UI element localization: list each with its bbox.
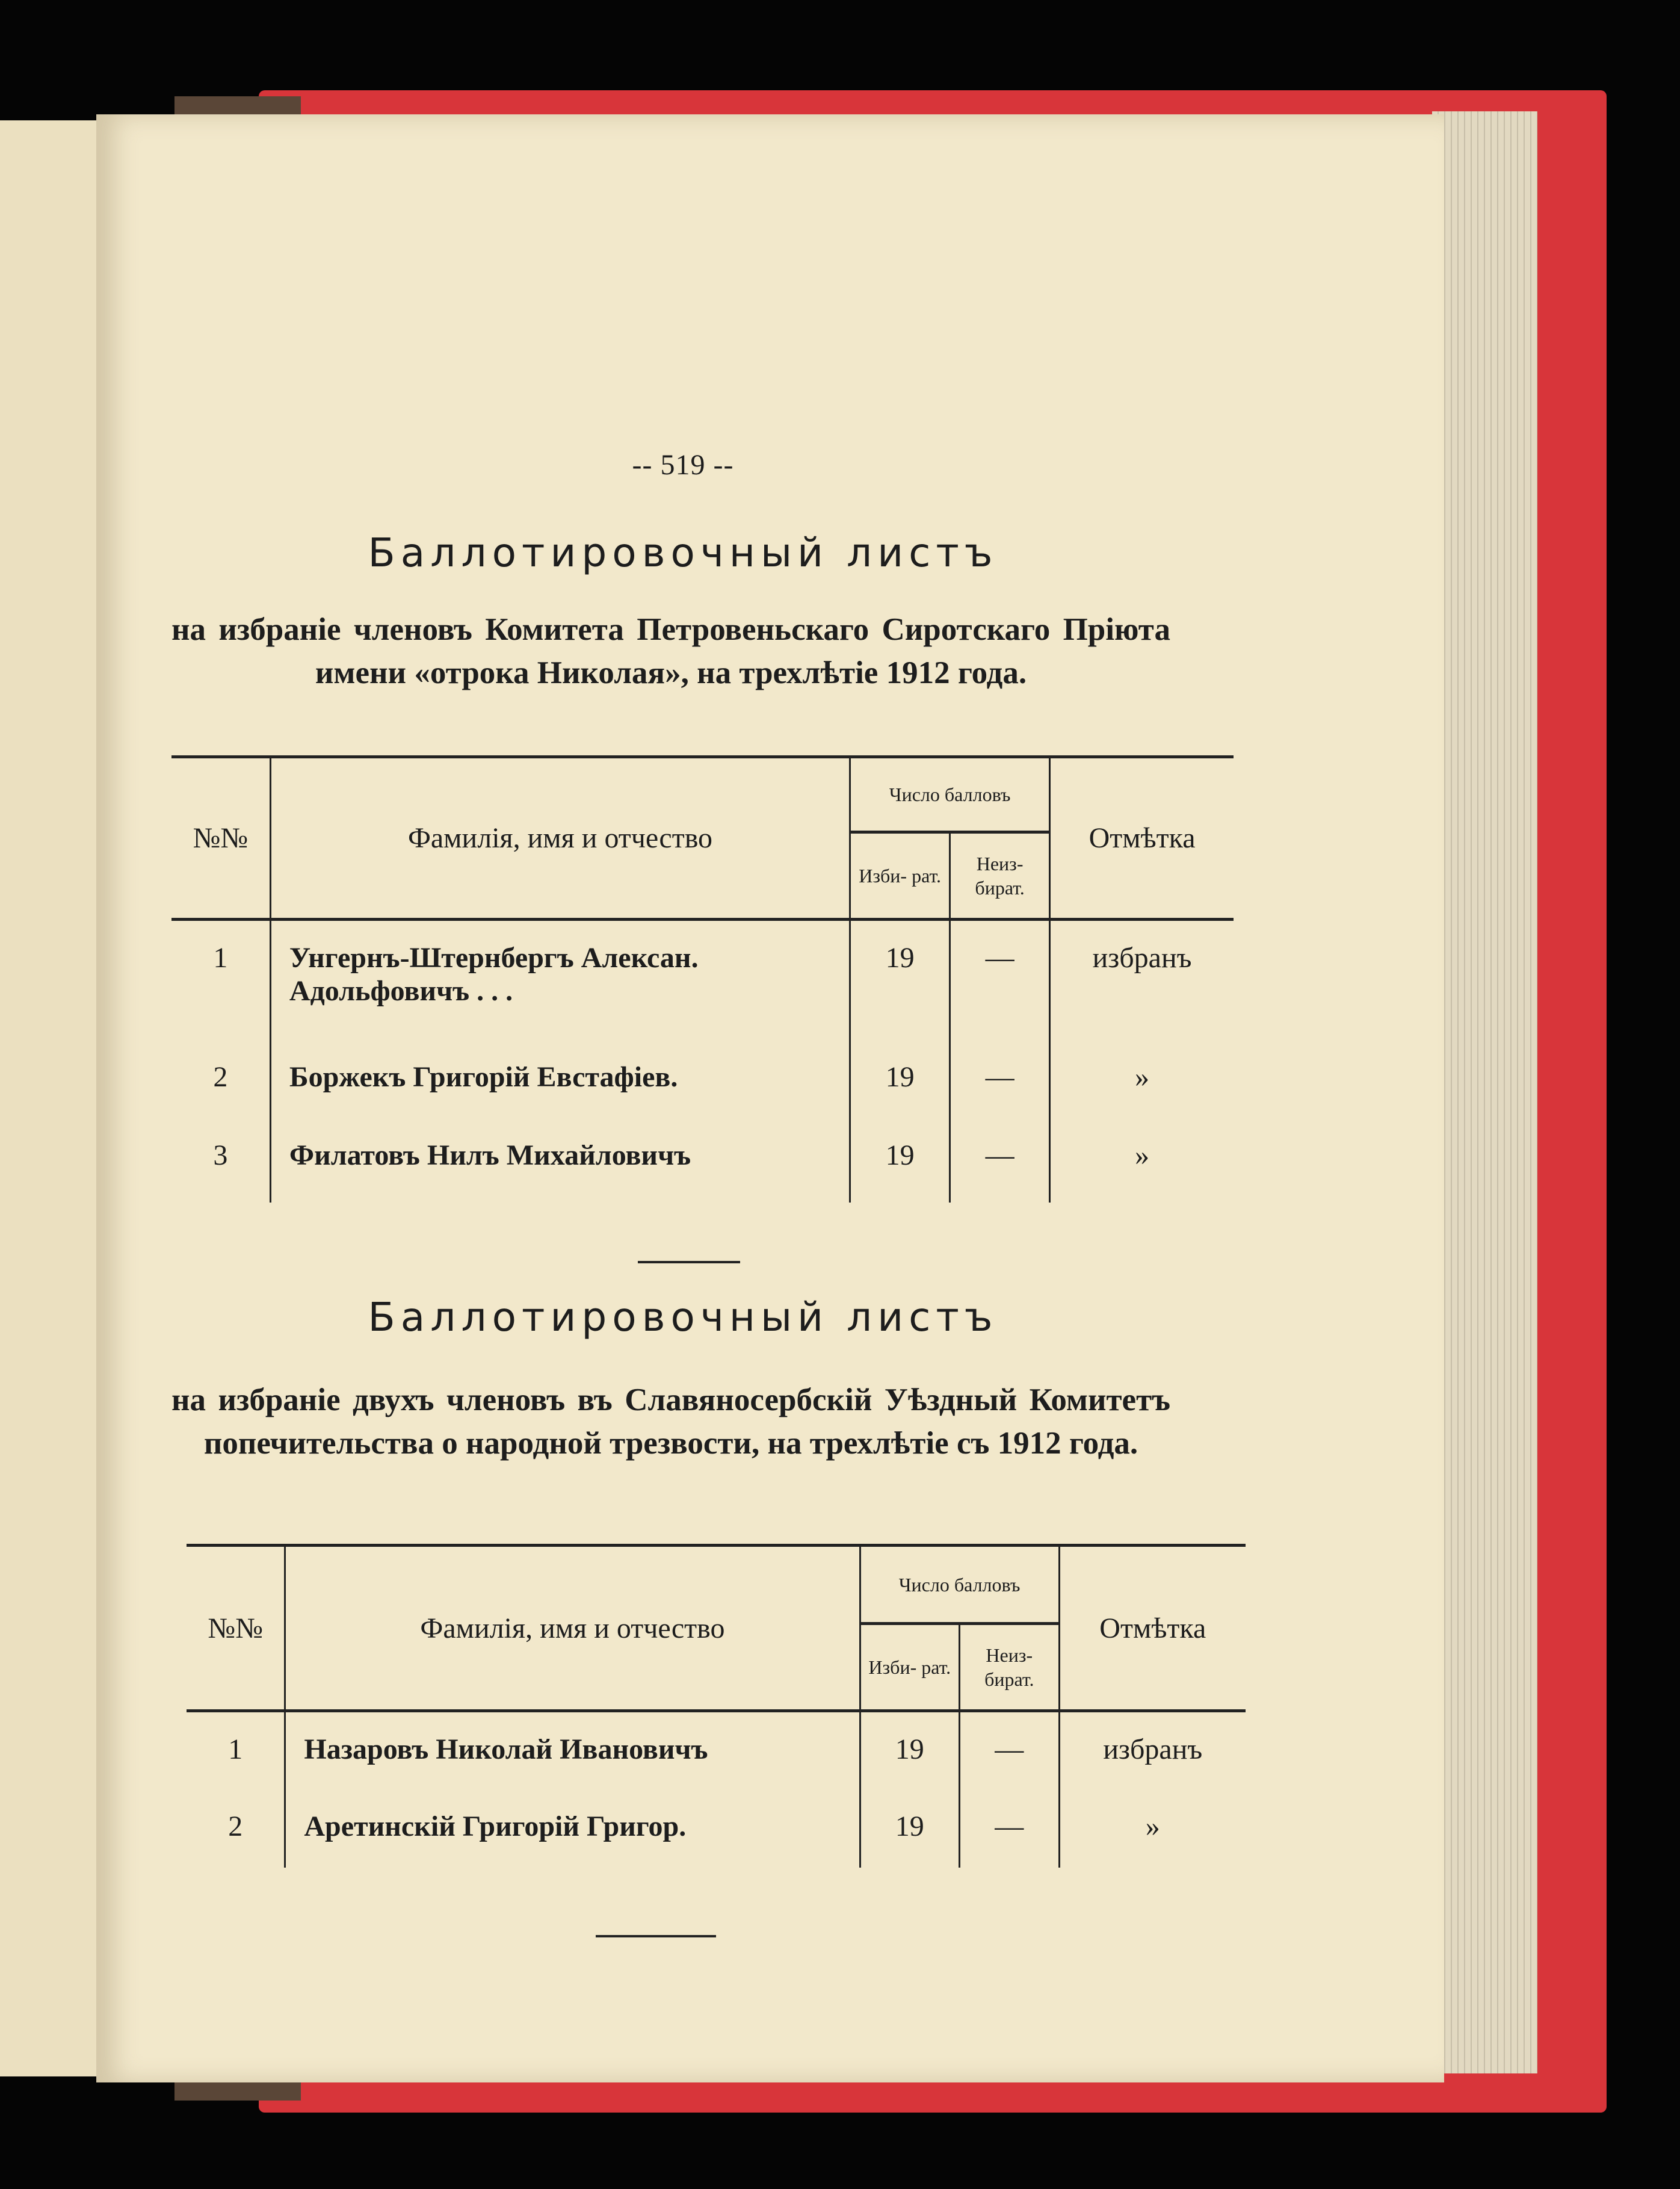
row-mark: » xyxy=(1050,1040,1234,1118)
col-num-header: №№ xyxy=(187,1546,285,1711)
row-num: 3 xyxy=(213,1139,228,1171)
section1-heading: Баллотировочный листъ xyxy=(368,530,998,576)
row-num: 1 xyxy=(213,942,228,974)
row-mark: избранъ xyxy=(1050,920,1234,1040)
table-row xyxy=(187,1789,1246,1868)
col-votes-header: Число балловъ xyxy=(850,757,1050,832)
row-name: Унгернъ-Штернбергъ Алексан. Адольфовичъ . . . xyxy=(270,920,850,1040)
row-mark: » xyxy=(1050,1118,1234,1203)
row-mark: избранъ xyxy=(1059,1711,1246,1789)
row-name: Филатовъ Нилъ Михайловичъ xyxy=(270,1118,850,1203)
facing-page-edge xyxy=(0,120,102,2076)
section1-table xyxy=(171,755,1234,1203)
table-row xyxy=(171,920,1234,1040)
row-num: 1 xyxy=(228,1733,243,1765)
section-divider xyxy=(638,1261,740,1263)
section2-table xyxy=(187,1544,1246,1868)
section2-heading: Баллотировочный листъ xyxy=(368,1294,998,1340)
col-mark-header: Отмѣтка xyxy=(1050,757,1234,920)
section2-intro: на избраніе двухъ членовъ въ Славяносербскій Уѣздный Комитетъ попечительства о народной трезвости, на трехлѣтіе съ 1912 года. xyxy=(171,1382,1170,1461)
row-num: 2 xyxy=(228,1810,243,1842)
col-against-header: Неиз- бират. xyxy=(950,832,1050,920)
table-row xyxy=(187,1711,1246,1789)
row-name: Боржекъ Григорій Евстафіев. xyxy=(270,1040,850,1118)
col-for-header: Изби- рат. xyxy=(860,1624,960,1711)
col-for-header: Изби- рат. xyxy=(850,832,950,920)
section-divider xyxy=(596,1935,716,1937)
col-mark-header: Отмѣтка xyxy=(1059,1546,1246,1711)
row-for: 19 xyxy=(850,1118,950,1203)
row-against: — xyxy=(960,1789,1060,1868)
section1-intro: на избраніе членовъ Комитета Петровеньскаго Сиротскаго Пріюта имени «отрока Николая», на трехлѣтіе 1912 года. xyxy=(171,612,1170,690)
row-for: 19 xyxy=(860,1789,960,1868)
row-num: 2 xyxy=(213,1060,228,1093)
page-stack-edge xyxy=(1432,111,1537,2073)
table-row xyxy=(171,1040,1234,1118)
book-page xyxy=(96,114,1444,2082)
col-name-header: Фамилія, имя и отчество xyxy=(270,757,850,920)
row-against: — xyxy=(950,920,1050,1040)
row-against: — xyxy=(960,1711,1060,1789)
col-votes-header: Число балловъ xyxy=(860,1546,1059,1624)
row-against: — xyxy=(950,1118,1050,1203)
row-name: Назаровъ Николай Ивановичъ xyxy=(285,1711,860,1789)
row-mark: » xyxy=(1059,1789,1246,1868)
row-for: 19 xyxy=(850,920,950,1040)
col-name-header: Фамилія, имя и отчество xyxy=(285,1546,860,1711)
row-against: — xyxy=(950,1040,1050,1118)
col-num-header: №№ xyxy=(171,757,270,920)
row-for: 19 xyxy=(860,1711,960,1789)
page-number: -- 519 -- xyxy=(632,449,734,481)
row-name: Аретинскій Григорій Григор. xyxy=(285,1789,860,1868)
row-for: 19 xyxy=(850,1040,950,1118)
col-against-header: Неиз- бират. xyxy=(960,1624,1060,1711)
table-row xyxy=(171,1118,1234,1203)
